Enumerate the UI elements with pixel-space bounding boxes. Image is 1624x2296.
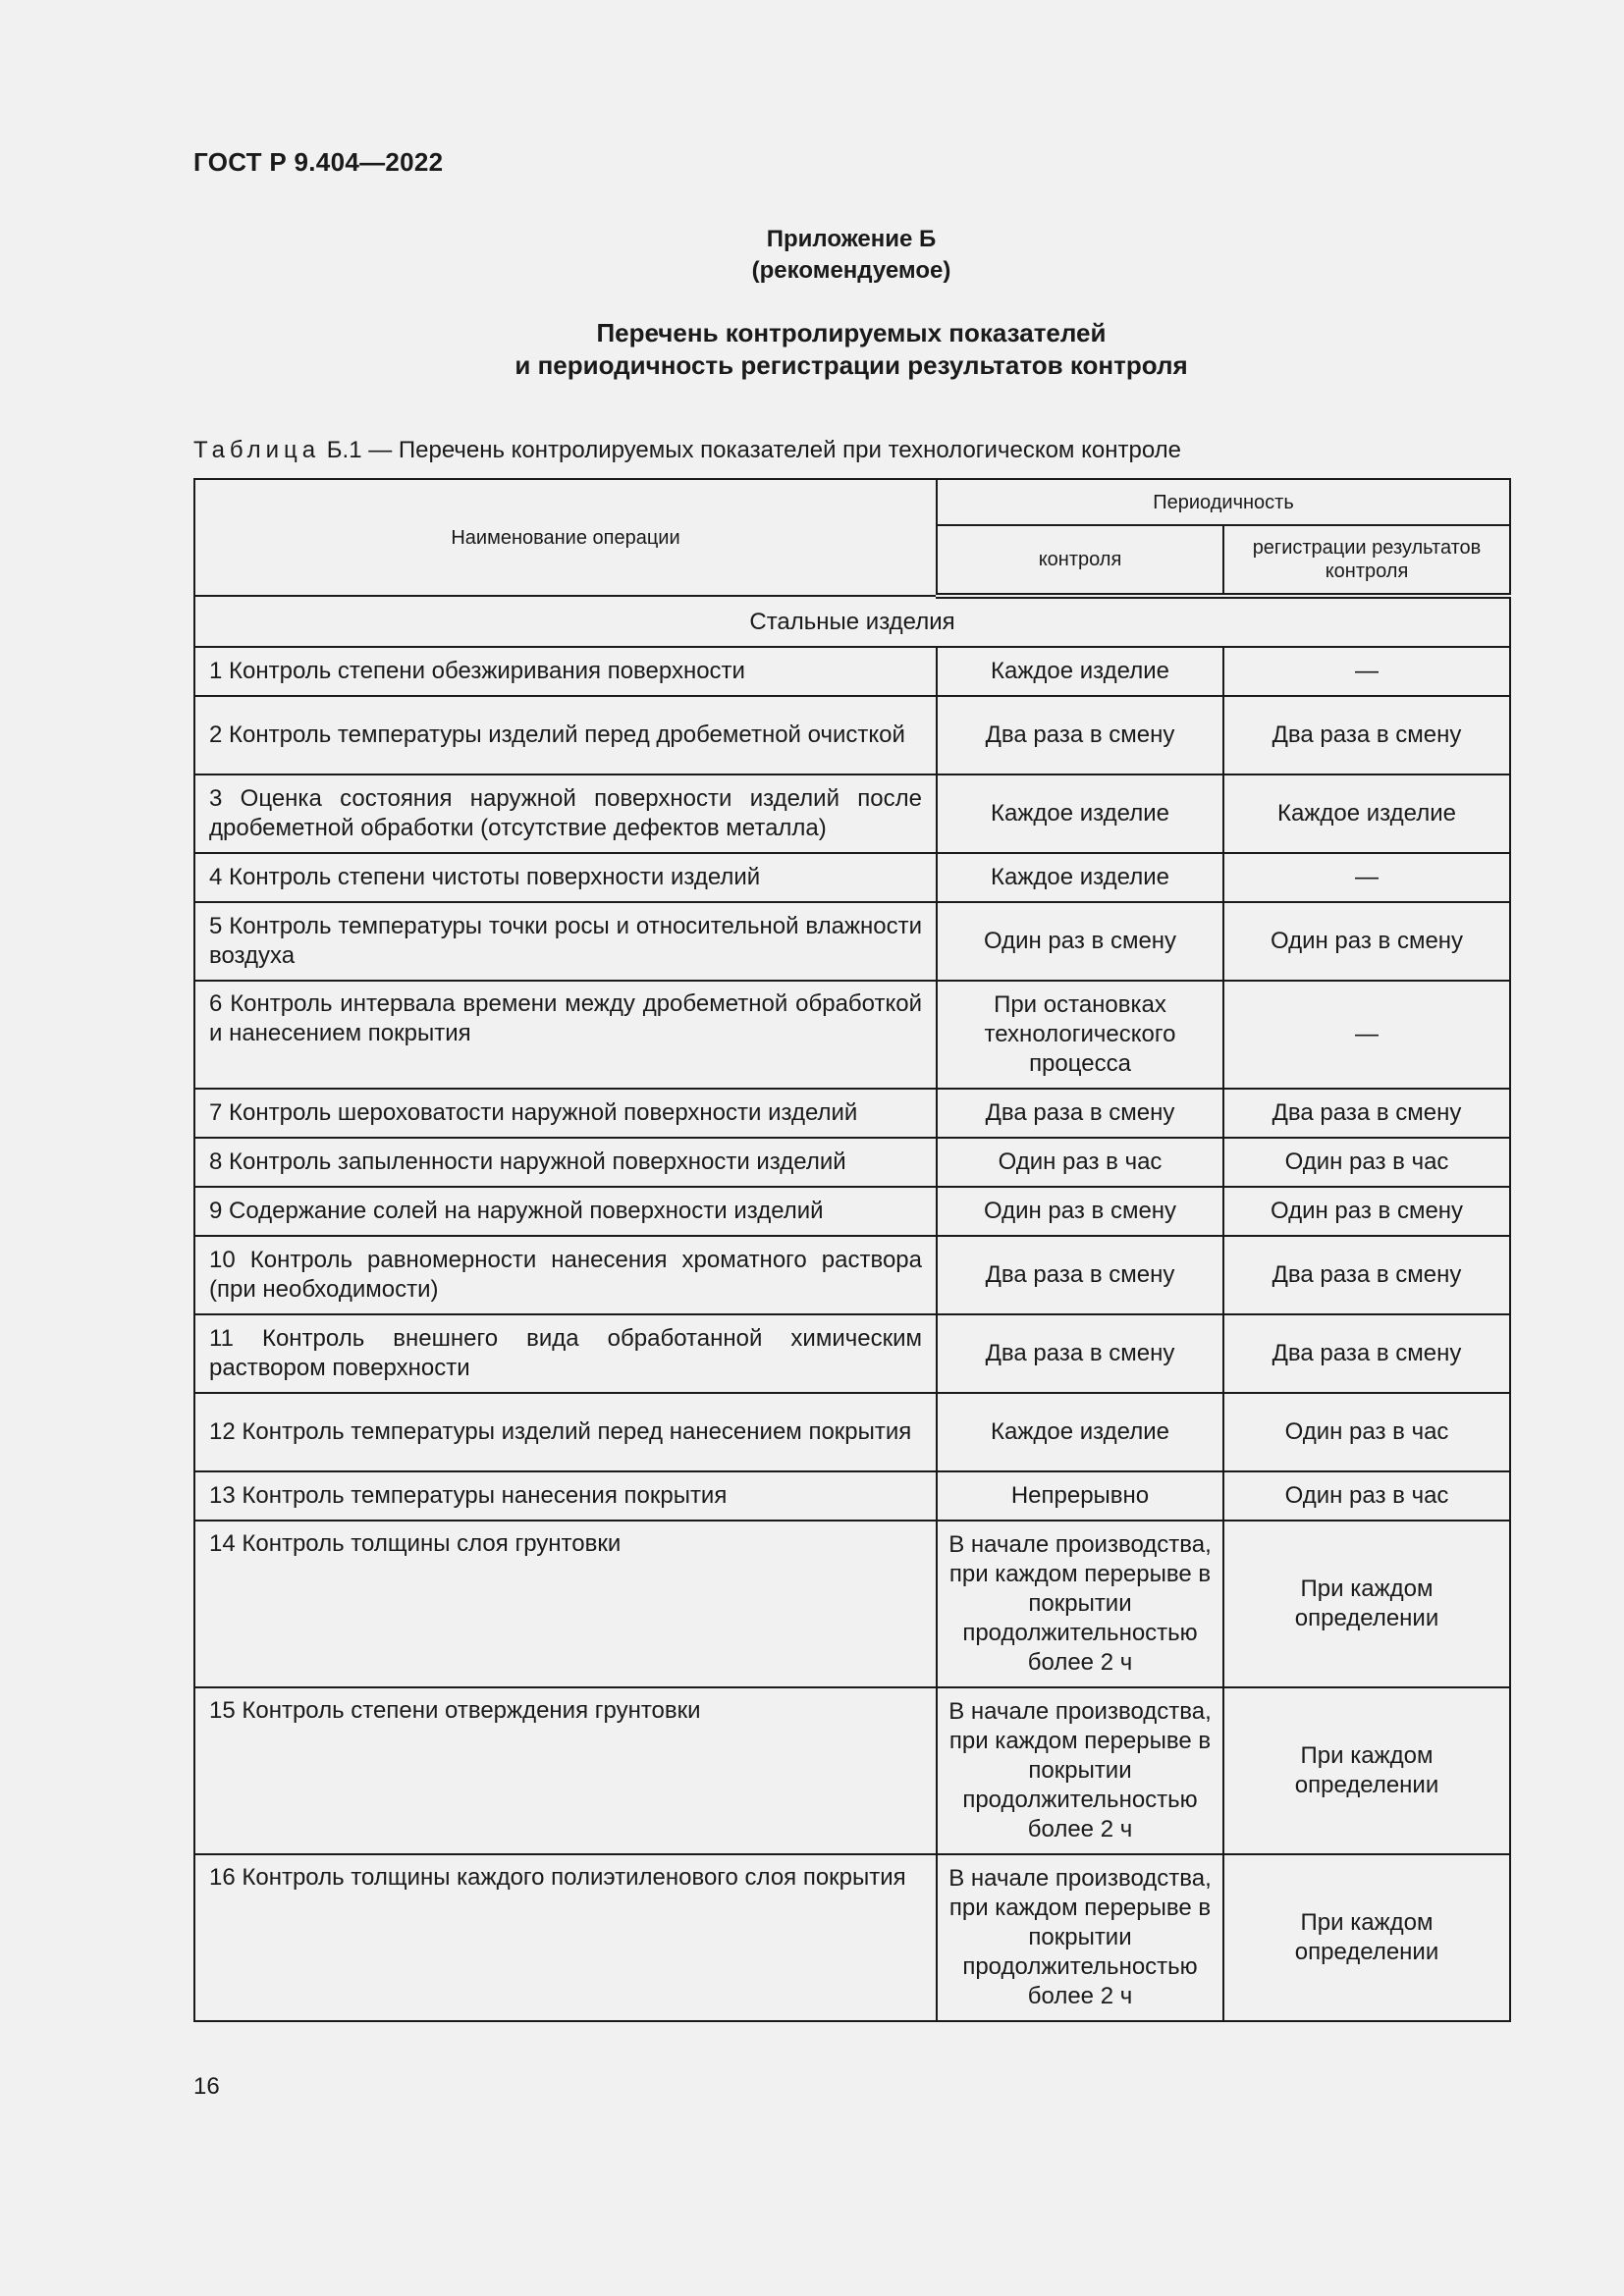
section-title-line1: Перечень контролируемых показателей <box>596 318 1107 347</box>
table-row <box>194 1471 1510 1521</box>
header-periodicity: Периодичность <box>937 479 1510 525</box>
control-cell: Два раза в смену <box>937 696 1223 774</box>
operation-cell: 4 Контроль степени чистоты поверхности изделий <box>194 853 937 902</box>
table-row <box>194 1854 1510 2021</box>
table-row <box>194 902 1510 981</box>
appendix-label: Приложение Б <box>766 226 937 252</box>
table-row <box>194 981 1510 1089</box>
operation-cell: 8 Контроль запыленности наружной поверхности изделий <box>194 1138 937 1187</box>
control-cell: Каждое изделие <box>937 647 1223 696</box>
table-row <box>194 1687 1510 1854</box>
operation-cell: 7 Контроль шероховатости наружной поверхности изделий <box>194 1089 937 1138</box>
appendix-status: (рекомендуемое) <box>751 257 951 284</box>
operation-cell: 3 Оценка состояния наружной поверхности изделий после дробеметной обработки (отсутствие дефектов металла) <box>194 774 937 853</box>
control-cell: Один раз в смену <box>937 902 1223 981</box>
table-body <box>194 596 1510 2021</box>
registration-cell: Один раз в смену <box>1223 902 1510 981</box>
control-cell: Один раз в смену <box>937 1187 1223 1236</box>
section-title-line2: и периодичность регистрации результатов контроля <box>514 350 1188 380</box>
section-row-steel: Стальные изделия <box>194 596 1510 647</box>
registration-cell: — <box>1223 853 1510 902</box>
control-cell: При остановках технологического процесса <box>937 981 1223 1089</box>
control-cell: В начале производства, при каждом перерыве в покрытии продолжительностью более 2 ч <box>937 1521 1223 1687</box>
table-row <box>194 696 1510 774</box>
registration-cell: Один раз в час <box>1223 1138 1510 1187</box>
table-row <box>194 1521 1510 1687</box>
table-row <box>194 853 1510 902</box>
document-header: ГОСТ Р 9.404—2022 <box>193 147 444 177</box>
operation-cell: 2 Контроль температуры изделий перед дробеметной очисткой <box>194 696 937 774</box>
control-cell: В начале производства, при каждом перерыве в покрытии продолжительностью более 2 ч <box>937 1687 1223 1854</box>
control-cell: Каждое изделие <box>937 853 1223 902</box>
operation-cell: 13 Контроль температуры нанесения покрытия <box>194 1471 937 1521</box>
registration-cell: Два раза в смену <box>1223 696 1510 774</box>
operation-cell: 11 Контроль внешнего вида обработанной химическим раствором поверхности <box>194 1314 937 1393</box>
table-row <box>194 1236 1510 1314</box>
registration-cell: Два раза в смену <box>1223 1236 1510 1314</box>
registration-cell: Один раз в час <box>1223 1471 1510 1521</box>
operation-cell: 14 Контроль толщины слоя грунтовки <box>194 1521 937 1687</box>
operation-cell: 6 Контроль интервала времени между дробеметной обработкой и нанесением покрытия <box>194 981 937 1089</box>
table-row <box>194 1138 1510 1187</box>
table-caption-number: Б.1 <box>326 437 362 463</box>
control-table <box>193 478 1511 2022</box>
operation-cell: 15 Контроль степени отверждения грунтовки <box>194 1687 937 1854</box>
registration-cell: — <box>1223 981 1510 1089</box>
operation-cell: 16 Контроль толщины каждого полиэтиленового слоя покрытия <box>194 1854 937 2021</box>
registration-cell: — <box>1223 647 1510 696</box>
table-row <box>194 647 1510 696</box>
registration-cell: Два раза в смену <box>1223 1089 1510 1138</box>
control-cell: Два раза в смену <box>937 1314 1223 1393</box>
registration-cell: При каждом определении <box>1223 1687 1510 1854</box>
registration-cell: Каждое изделие <box>1223 774 1510 853</box>
registration-cell: Два раза в смену <box>1223 1314 1510 1393</box>
table-row <box>194 1314 1510 1393</box>
control-cell: Непрерывно <box>937 1471 1223 1521</box>
header-registration: регистрации результатов контроля <box>1223 525 1510 596</box>
operation-cell: 12 Контроль температуры изделий перед нанесением покрытия <box>194 1393 937 1471</box>
registration-cell: При каждом определении <box>1223 1854 1510 2021</box>
control-cell: Каждое изделие <box>937 1393 1223 1471</box>
operation-cell: 5 Контроль температуры точки росы и относительной влажности воздуха <box>194 902 937 981</box>
table-row <box>194 774 1510 853</box>
control-cell: Два раза в смену <box>937 1236 1223 1314</box>
registration-cell: При каждом определении <box>1223 1521 1510 1687</box>
header-control: контроля <box>937 525 1223 596</box>
table-row <box>194 1089 1510 1138</box>
table-caption-text: — Перечень контролируемых показателей при технологическом контроле <box>368 437 1181 463</box>
header-operation: Наименование операции <box>194 479 937 596</box>
table-row <box>194 1187 1510 1236</box>
operation-cell: 9 Содержание солей на наружной поверхности изделий <box>194 1187 937 1236</box>
control-cell: Каждое изделие <box>937 774 1223 853</box>
table-row <box>194 1393 1510 1471</box>
appendix-heading <box>193 224 1509 287</box>
registration-cell: Один раз в смену <box>1223 1187 1510 1236</box>
section-title <box>193 317 1509 382</box>
control-cell: В начале производства, при каждом перерыве в покрытии продолжительностью более 2 ч <box>937 1854 1223 2021</box>
control-cell: Один раз в час <box>937 1138 1223 1187</box>
control-cell: Два раза в смену <box>937 1089 1223 1138</box>
table-caption-prefix: Таблица <box>193 437 321 463</box>
table-caption <box>193 437 1181 464</box>
registration-cell: Один раз в час <box>1223 1393 1510 1471</box>
page-number: 16 <box>193 2073 220 2100</box>
operation-cell: 10 Контроль равномерности нанесения хроматного раствора (при необходимости) <box>194 1236 937 1314</box>
operation-cell: 1 Контроль степени обезжиривания поверхности <box>194 647 937 696</box>
